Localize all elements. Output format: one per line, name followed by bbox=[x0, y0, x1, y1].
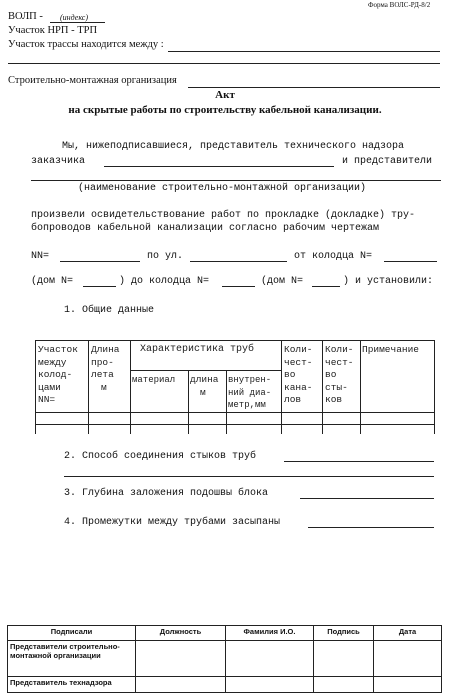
table-header-bottom bbox=[35, 412, 434, 413]
org-name-cell bbox=[226, 641, 314, 677]
position-header: Должность bbox=[136, 626, 226, 641]
tech-date-cell bbox=[374, 677, 442, 693]
col-channels-line: Коли- bbox=[284, 344, 313, 355]
col-pipe-length-line: длина bbox=[190, 374, 219, 385]
section-label: Участок НРП - ТРП bbox=[8, 25, 98, 36]
signatures-row-tech bbox=[8, 677, 442, 693]
col-section-line: Участок bbox=[38, 344, 78, 355]
house-a-line bbox=[83, 286, 116, 287]
from-well-label: от колодца N= bbox=[294, 251, 373, 262]
org-line bbox=[188, 87, 440, 88]
name-header: Фамилия И.О. bbox=[226, 626, 314, 641]
col-joints-line: во bbox=[325, 369, 337, 380]
from-well-line bbox=[384, 261, 437, 262]
table-vline bbox=[188, 370, 189, 434]
table-vline bbox=[322, 340, 323, 434]
org-signature-cell bbox=[314, 641, 374, 677]
col-pipe-characteristics-header: Характеристика труб bbox=[140, 344, 255, 355]
col-pipe-length-header bbox=[190, 374, 219, 399]
nn-label: NN= bbox=[31, 251, 50, 262]
route-line-2 bbox=[8, 63, 440, 64]
section-3-title: 3. Глубина заложения подошвы блока bbox=[64, 488, 269, 499]
col-diameter-line: метр,мм bbox=[228, 400, 266, 410]
house-a-label: (дом N= bbox=[31, 276, 74, 287]
table-top-border bbox=[35, 340, 434, 341]
col-section-header bbox=[38, 344, 78, 407]
org-position-cell bbox=[136, 641, 226, 677]
signatures-header-row bbox=[8, 626, 442, 641]
section-3-line bbox=[300, 498, 434, 499]
table-vline bbox=[130, 340, 131, 434]
table-vline bbox=[35, 340, 36, 434]
section-2-title: 2. Способ соединения стыков труб bbox=[64, 451, 257, 462]
org-name-caption: (наименование строительно-монтажной организации) bbox=[78, 183, 367, 194]
col-diameter-line: ний диа- bbox=[228, 387, 272, 398]
org-date-cell bbox=[374, 641, 442, 677]
tech-name-cell bbox=[226, 677, 314, 693]
col-note-header: Примечание bbox=[362, 344, 420, 355]
tech-signature-cell bbox=[314, 677, 374, 693]
volp-index-line bbox=[50, 22, 105, 23]
table-group-divider bbox=[130, 370, 281, 371]
col-channels-header bbox=[284, 344, 313, 407]
col-diameter-header bbox=[228, 374, 271, 412]
col-pipe-length-line: м bbox=[200, 386, 206, 398]
col-section-line: цами bbox=[38, 381, 61, 393]
route-line bbox=[168, 51, 440, 52]
col-channels-line: чест- bbox=[284, 356, 313, 368]
table-vline bbox=[226, 370, 227, 434]
col-length-line: про- bbox=[91, 356, 114, 368]
street-line bbox=[190, 261, 287, 262]
col-section-line: между bbox=[38, 356, 67, 368]
paragraph-1-line-1: Мы, нижеподписавшиеся, представитель технического надзора bbox=[62, 141, 405, 152]
col-channels-line: кана- bbox=[284, 381, 313, 393]
section-2-line-2 bbox=[64, 476, 434, 477]
house-b-line bbox=[312, 286, 340, 287]
street-label: по ул. bbox=[147, 251, 184, 262]
to-well-line bbox=[222, 286, 255, 287]
nn-line bbox=[60, 261, 140, 262]
established-label: ) и установили: bbox=[343, 276, 434, 287]
volp-label: ВОЛП - bbox=[8, 11, 43, 22]
org-label: Строительно-монтажная организация bbox=[8, 75, 177, 86]
table-vline bbox=[434, 340, 435, 434]
col-length-header bbox=[91, 344, 120, 394]
org-representatives-label: Представители строительно-монтажной организации bbox=[8, 641, 136, 677]
col-joints-header bbox=[325, 344, 354, 407]
house-b-label: (дом N= bbox=[261, 276, 304, 287]
org-name-line bbox=[31, 180, 441, 181]
paragraph-2-line-2: бопроводов кабельной канализации согласно рабочим чертежам bbox=[31, 223, 380, 234]
to-well-label: ) до колодца N= bbox=[119, 276, 210, 287]
table-vline bbox=[281, 340, 282, 434]
date-header: Дата bbox=[374, 626, 442, 641]
table-vline bbox=[88, 340, 89, 434]
section-4-title: 4. Промежутки между трубами засыпаны bbox=[64, 517, 281, 528]
table-vline bbox=[360, 340, 361, 434]
col-material-header: материал bbox=[132, 375, 176, 385]
route-label: Участок трассы находится между : bbox=[8, 39, 164, 50]
signed-header: Подписали bbox=[8, 626, 136, 641]
col-section-line: NN= bbox=[38, 394, 56, 405]
col-joints-line: ков bbox=[325, 394, 343, 405]
act-subtitle: на скрытые работы по строительству кабельной канализации. bbox=[68, 104, 382, 116]
section-1-title: 1. Общие данные bbox=[64, 305, 155, 316]
col-joints-line: Коли- bbox=[325, 344, 354, 355]
table-row-bottom bbox=[35, 424, 434, 425]
form-code: Форма ВОЛС-РД-8/2 bbox=[368, 1, 431, 9]
paragraph-1-customer-label: заказчика bbox=[31, 156, 86, 167]
section-2-line bbox=[284, 461, 434, 462]
volp-index-caption: (индекс) bbox=[60, 13, 88, 22]
col-length-line: м bbox=[101, 381, 107, 393]
col-diameter-line: внутрен- bbox=[228, 375, 272, 385]
col-channels-line: во bbox=[284, 369, 296, 380]
signatures-table bbox=[7, 625, 442, 693]
paragraph-1-representatives: и представители bbox=[342, 156, 433, 167]
signature-header: Подпись bbox=[314, 626, 374, 641]
signatures-row-org bbox=[8, 641, 442, 677]
customer-line bbox=[104, 166, 334, 167]
col-section-line: колод- bbox=[38, 369, 73, 380]
tech-position-cell bbox=[136, 677, 226, 693]
col-length-line: лета bbox=[91, 369, 114, 380]
paragraph-2-line-1: произвели освидетельствование работ по прокладке (докладке) тру- bbox=[31, 210, 416, 221]
act-title: Акт bbox=[215, 89, 235, 101]
col-joints-line: сты- bbox=[325, 381, 348, 393]
tech-supervision-label: Представитель технадзора bbox=[8, 677, 136, 693]
col-channels-line: лов bbox=[284, 394, 302, 405]
section-4-line bbox=[308, 527, 434, 528]
col-joints-line: чест- bbox=[325, 356, 354, 368]
col-length-line: Длина bbox=[91, 344, 120, 355]
